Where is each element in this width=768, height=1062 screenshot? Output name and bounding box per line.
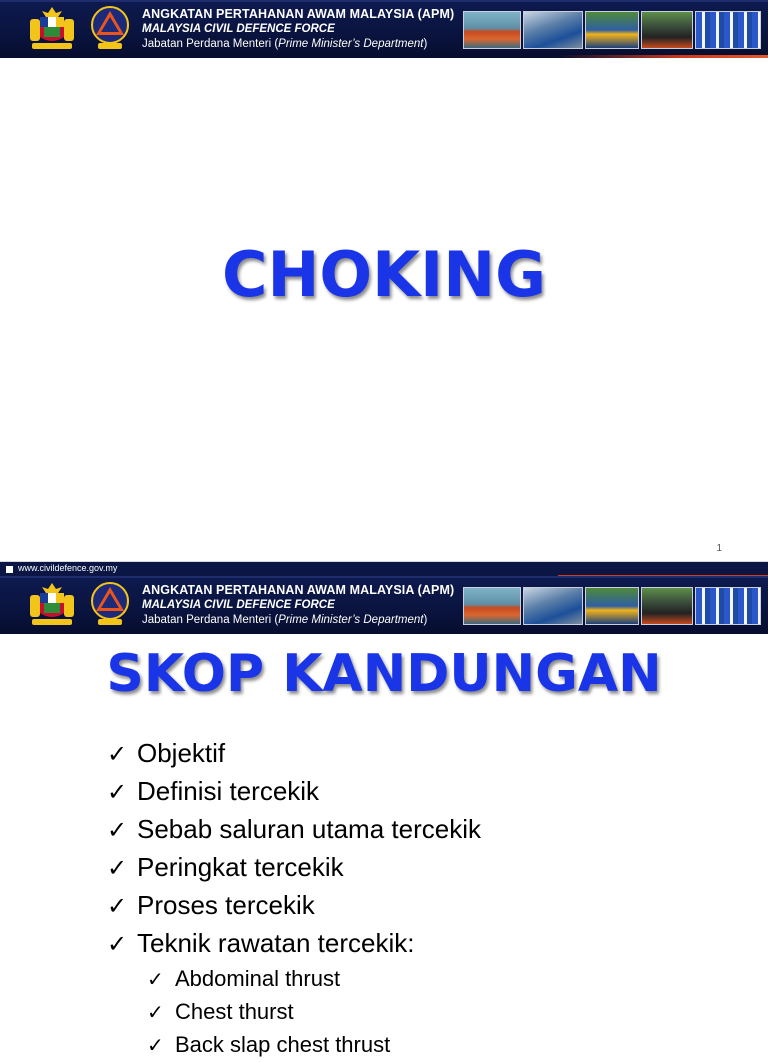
- list-item: ✓ Sebab saluran utama tercekik: [107, 811, 481, 849]
- check-icon: ✓: [147, 1035, 164, 1057]
- slide-number: 1: [716, 543, 722, 554]
- list-item: ✓ Proses tercekik: [107, 887, 481, 925]
- slide1-header-banner: [0, 0, 768, 58]
- org-name-en: MALAYSIA CIVIL DEFENCE FORCE: [142, 599, 335, 611]
- list-item: ✓ Teknik rawatan tercekik:: [107, 925, 481, 963]
- check-icon: ✓: [107, 931, 128, 958]
- check-icon: ✓: [107, 779, 128, 806]
- malaysia-coat-of-arms-icon: [22, 5, 82, 53]
- header-photo-strip: [463, 587, 761, 625]
- sub-list-item: ✓ Abdominal thrust: [147, 963, 481, 996]
- slide1-header-text: [142, 7, 454, 52]
- apm-civil-defence-logo-icon: [90, 581, 130, 627]
- slide2-title: SKOP KANDUNGAN: [106, 644, 662, 704]
- content-scope-list: [107, 735, 481, 1062]
- slide2-header-text: [142, 583, 454, 628]
- check-icon: ✓: [147, 969, 164, 991]
- org-name: ANGKATAN PERTAHANAN AWAM MALAYSIA (APM): [142, 583, 455, 597]
- check-icon: ✓: [107, 817, 128, 844]
- slide2-header-banner: [0, 576, 768, 634]
- header-photo-strip: [463, 11, 761, 49]
- sub-list-item: ✓ Back slap chest thrust: [147, 1029, 481, 1062]
- list-item: ✓ Definisi tercekik: [107, 773, 481, 811]
- list-item: ✓ Objektif: [107, 735, 481, 773]
- org-name: ANGKATAN PERTAHANAN AWAM MALAYSIA (APM): [142, 7, 455, 21]
- department-line: Jabatan Perdana Menteri (Prime Minister’s Department): [142, 614, 428, 626]
- check-icon: ✓: [107, 855, 128, 882]
- website-url: www.civildefence.gov.my: [18, 563, 118, 573]
- apm-civil-defence-logo-icon: [90, 5, 130, 51]
- website-strip: [0, 562, 768, 576]
- department-line: Jabatan Perdana Menteri (Prime Minister’s Department): [142, 38, 428, 50]
- check-icon: ✓: [107, 893, 128, 920]
- check-icon: ✓: [107, 741, 128, 768]
- malaysia-coat-of-arms-icon: [22, 581, 82, 629]
- sub-list-item: ✓ Chest thurst: [147, 996, 481, 1029]
- sub-list-container: [107, 963, 481, 1062]
- treatment-technique-list: [147, 963, 481, 1062]
- list-item: ✓ Peringkat tercekik: [107, 849, 481, 887]
- slide1-title: CHOKING: [222, 238, 546, 311]
- check-icon: ✓: [147, 1002, 164, 1024]
- org-name-en: MALAYSIA CIVIL DEFENCE FORCE: [142, 23, 335, 35]
